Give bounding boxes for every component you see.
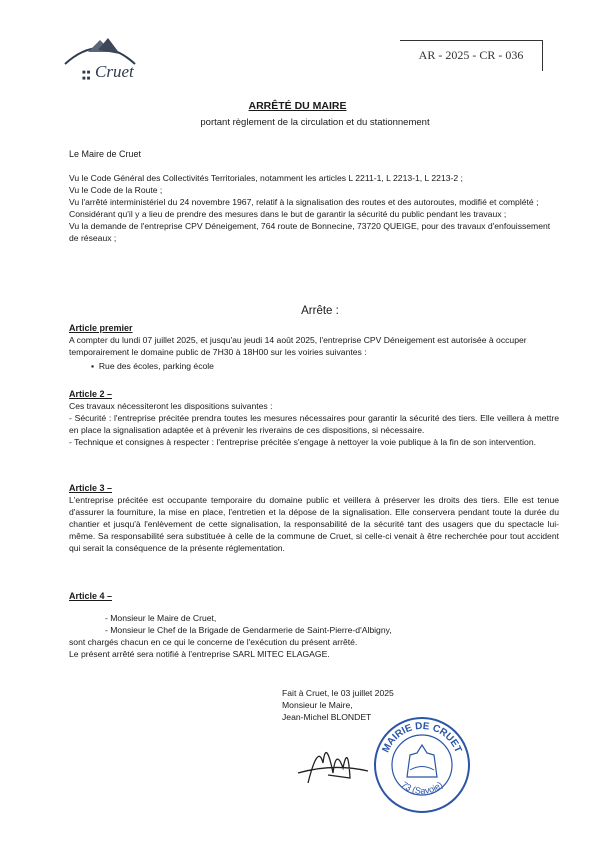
article-4-line: sont chargés chacun en ce qui le concerne de l'exécution du présent arrêté. [69,637,358,647]
article-2-line: - Sécurité : l'entreprise précitée prendra toutes les mesures nécessaires pour garantir la sécurité des tiers. Elle veillera à mettre en place la signalisation adaptée et à prévenir les riverains de ces dispositions, si nécessaire. [69,413,559,435]
article-2-heading: Article 2 – [69,389,113,399]
document-title: ARRÊTÉ DU MAIRE [248,100,347,112]
seal-top-text: MAIRIE DE CRUET [380,720,464,755]
consideration-item: Vu la demande de l'entreprise CPV Déneigement, 764 route de Bonnecine, 73720 QUEIGE, pour des travaux d'enfouissement de réseaux ; [69,221,551,243]
article-3-text: L'entreprise précitée est occupante temporaire du domaine public et veillera à préserver les droits des tiers. Elle est tenue d'assurer la fourniture, la mise en place, l'entretien et la dépose de la signalisation. Elle conservera pendant toute la durée du chantier et jusqu'à l'enlèvement de cette signalisation, la responsabilité de la sécurité tant des usagers que du spectacle lui-même. Sa responsabilité sera substituée à celle de la commune de Cruet, si celle-ci venait à être recherchée pour tout accident qui serait la conséquence de la présente réglementation. [69,495,559,553]
article-4-line: - Monsieur le Chef de la Brigade de Gendarmerie de Saint-Pierre-d'Albigny, [105,625,392,635]
article-4 [69,590,559,660]
signature-name: Jean-Michel BLONDET [282,712,372,722]
article-3-heading: Article 3 – [69,483,113,493]
logo-squares: ■■ ■■ [82,70,92,82]
article-1-text: A compter du lundi 07 juillet 2025, et jusqu'au jeudi 14 août 2025, l'entreprise CPV Déneigement est autorisée à occuper temporairement le domaine public de 7H30 à 18H00 sur les voiries suivantes : [69,335,527,357]
consideration-item: Considérant qu'il y a lieu de prendre des mesures dans le but de garantir la sécurité du public pendant les travaux ; [69,209,507,219]
bullet-icon: ▪ [91,361,99,371]
article-2-line: - Technique et consignes à respecter : l'entreprise précitée s'engage à nettoyer la voie publique à la fin de son intervention. [69,437,536,447]
signature-place-date: Fait à Cruet, le 03 juillet 2025 [282,688,394,698]
svg-text:73 (Savoie) [400,780,445,796]
seal-bottom-text: 73 (Savoie) [399,779,445,796]
considerations [69,172,559,244]
article-1-item [69,360,559,372]
signature-role: Monsieur le Maire, [282,700,353,710]
article-1-item-text: Rue des écoles, parking école [98,361,214,371]
logo-text: Cruet [95,62,134,81]
svg-text:MAIRIE DE CRUET [381,721,464,755]
handwritten-signature [288,733,378,793]
arrete-heading: Arrête : [301,305,339,317]
article-4-line: Le présent arrêté sera notifié à l'entreprise SARL MITEC ELAGAGE. [69,649,330,659]
document-subtitle: portant règlement de la circulation et du stationnement [200,117,430,128]
consideration-item: Vu l'arrêté interministériel du 24 novembre 1967, relatif à la signalisation des routes et des autoroutes, modifié et complété ; [69,197,539,207]
consideration-item: Vu le Code Général des Collectivités Territoriales, notamment les articles L 2211-1, L 2213-1, L 2213-2 ; [69,173,463,183]
reference-number: AR - 2025 - CR - 036 [400,40,543,71]
article-4-heading: Article 4 – [69,591,113,601]
article-2-intro: Ces travaux nécessiteront les dispositions suivantes : [69,401,273,411]
article-2 [69,388,559,448]
authority: Le Maire de Cruet [69,149,142,159]
article-3 [69,482,559,554]
consideration-item: Vu le Code de la Route ; [69,185,163,195]
article-4-line: - Monsieur le Maire de Cruet, [105,613,217,623]
mairie-seal [372,715,472,815]
article-1-heading: Article premier [69,323,133,333]
article-1 [69,322,559,372]
